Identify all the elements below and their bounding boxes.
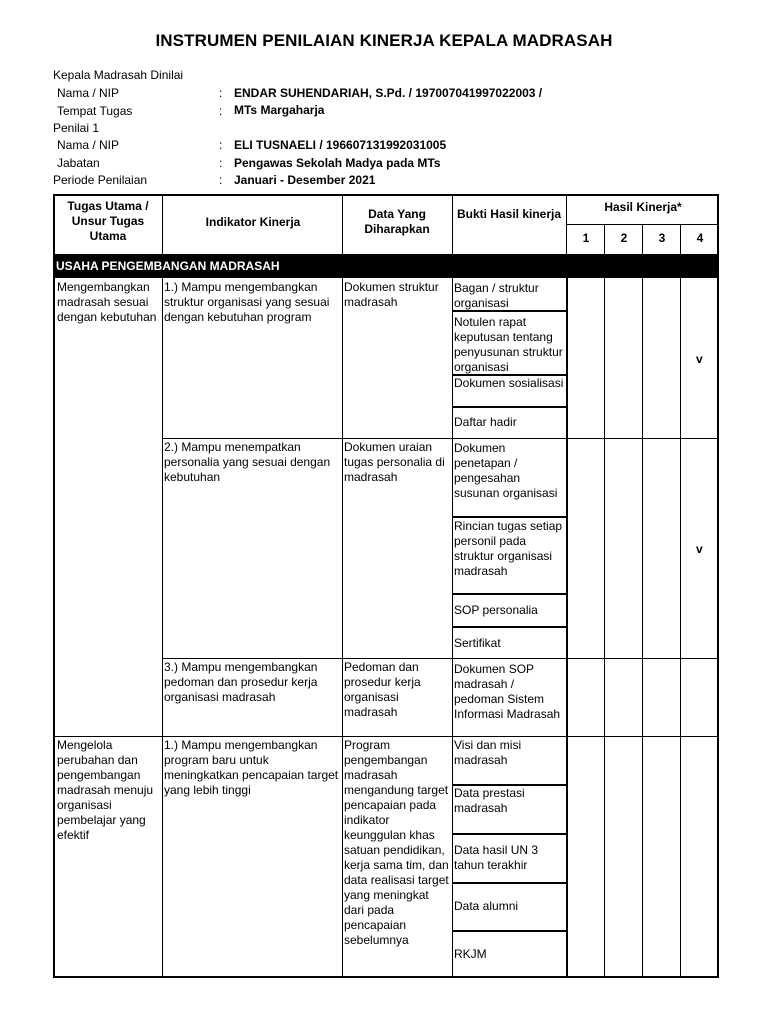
column-divider: [342, 278, 343, 976]
header-divider: [680, 224, 681, 254]
column-divider: [680, 278, 681, 976]
nama-nip-label: Nama / NIP: [57, 86, 120, 100]
colon: :: [219, 86, 223, 100]
tempat-label: Tempat Tugas: [57, 104, 133, 118]
bukti-1-3-a: Dokumen SOP madrasah / pedoman Sistem Informasi Madrasah: [454, 662, 561, 721]
bukti-2-1-c: Data hasil UN 3 tahun terakhir: [454, 843, 539, 872]
header-divider: [604, 224, 605, 254]
indikator-2-1: 1.) Mampu mengembangkan program baru untuk meningkatkan pencapaian target yang lebih tinggi: [164, 738, 339, 797]
indikator-1-2: 2.) Mampu menempatkan personalia yang sesuai dengan kebutuhan: [164, 440, 331, 484]
header-divider: [162, 194, 163, 254]
border-top: [53, 194, 719, 196]
score-check-1-2: v: [696, 542, 703, 556]
bukti-1-2-a: Dokumen penetapan / pengesahan susunan organisasi: [454, 441, 558, 500]
border-left: [53, 194, 55, 978]
colon: :: [219, 173, 223, 187]
bukti-separator: [452, 784, 567, 786]
bukti-2-1-a: Visi dan misi madrasah: [454, 738, 522, 767]
data-2-1: Program pengembangan madrasah mengandung target pencapaian pada indikator keunggulan khas satuan pendidikan, kerja sama tim, dan data realisasi target yang meningkat dari pada pencapaian sebelumnya: [344, 738, 449, 947]
periode-label: Periode Penilaian: [53, 173, 148, 187]
header-divider: [452, 194, 453, 254]
bukti-separator: [452, 406, 567, 408]
bukti-2-1-e: RKJM: [454, 947, 487, 961]
bukti-separator: [452, 593, 567, 595]
header-divider: [342, 194, 343, 254]
bukti-2-1-b: Data prestasi madrasah: [454, 786, 525, 815]
bukti-separator: [452, 310, 567, 312]
bukti-2-1-d: Data alumni: [454, 899, 519, 913]
header-divider: [642, 224, 643, 254]
document-title: INSTRUMEN PENILAIAN KINERJA KEPALA MADRASAH: [155, 31, 613, 50]
bukti-1-2-d: Sertifikat: [454, 636, 501, 650]
column-divider: [642, 278, 643, 976]
tugas-cell-2: Mengelola perubahan dan pengembangan madrasah menuju organisasi pembelajar yang efektif: [57, 738, 154, 842]
bukti-1-1-c: Dokumen sosialisasi: [454, 376, 564, 390]
bukti-separator: [452, 374, 567, 376]
data-1-2: Dokumen uraian tugas personalia di madrasah: [344, 440, 445, 484]
tempat-value: MTs Margaharja: [234, 103, 325, 117]
row-separator: [53, 736, 718, 737]
assessment-table: [53, 194, 719, 978]
header-score-4: 4: [696, 231, 704, 245]
column-divider: [604, 278, 605, 976]
bukti-separator: [452, 930, 567, 932]
data-1-3: Pedoman dan prosedur kerja organisasi madrasah: [344, 660, 421, 719]
bukti-1-1-b: Notulen rapat keputusan tentang penyusunan struktur organisasi: [454, 315, 563, 374]
bukti-1-1-a: Bagan / struktur organisasi: [454, 281, 539, 310]
header-score-3: 3: [658, 231, 666, 245]
data-1-1: Dokumen struktur madrasah: [344, 280, 439, 309]
header-data: Data Yang Diharapkan: [364, 207, 430, 236]
colon: :: [219, 104, 223, 118]
bukti-separator: [452, 626, 567, 628]
header-hasil: Hasil Kinerja*: [604, 200, 682, 214]
bukti-1-2-b: Rincian tugas setiap personil pada struktur organisasi madrasah: [454, 519, 563, 578]
border-right: [717, 194, 719, 978]
row-separator: [162, 658, 718, 659]
bukti-separator: [452, 882, 567, 884]
tugas-cell-1: Mengembangkan madrasah sesuai dengan kebutuhan: [57, 280, 157, 324]
kepala-label: Kepala Madrasah Dinilai: [53, 68, 184, 82]
penilai-label: Penilai 1: [53, 121, 100, 135]
indikator-1-3: 3.) Mampu mengembangkan pedoman dan prosedur kerja organisasi madrasah: [164, 660, 318, 704]
jabatan-label: Jabatan: [57, 156, 100, 170]
section-bar: [53, 254, 719, 278]
penilai-nama-label: Nama / NIP: [57, 138, 120, 152]
header-tugas: Tugas Utama / Unsur Tugas Utama: [67, 199, 149, 243]
score-check-1-1: v: [696, 352, 703, 366]
colon: :: [219, 138, 223, 152]
colon: :: [219, 156, 223, 170]
bukti-separator: [452, 516, 567, 518]
section-title: USAHA PENGEMBANGAN MADRASAH: [56, 259, 280, 273]
nama-nip-value: ENDAR SUHENDARIAH, S.Pd. / 197007041997022003 /: [234, 86, 543, 100]
jabatan-value: Pengawas Sekolah Madya pada MTs: [234, 156, 441, 170]
indikator-1-1: 1.) Mampu mengembangkan struktur organisasi yang sesuai dengan kebutuhan program: [164, 280, 330, 324]
bukti-separator: [452, 833, 567, 835]
header-bukti: Bukti Hasil kinerja: [456, 207, 562, 221]
periode-value: Januari - Desember 2021: [234, 173, 376, 187]
column-divider: [162, 278, 163, 976]
bukti-1-1-d: Daftar hadir: [454, 415, 517, 429]
border-bottom: [53, 976, 719, 978]
penilai-nama-value: ELI TUSNAELI / 196607131992031005: [234, 138, 447, 152]
row-separator: [162, 438, 718, 439]
header-score-1: 1: [582, 231, 590, 245]
header-indikator: Indikator Kinerja: [205, 215, 301, 229]
header-score-2: 2: [620, 231, 628, 245]
bukti-1-2-c: SOP personalia: [454, 603, 538, 617]
